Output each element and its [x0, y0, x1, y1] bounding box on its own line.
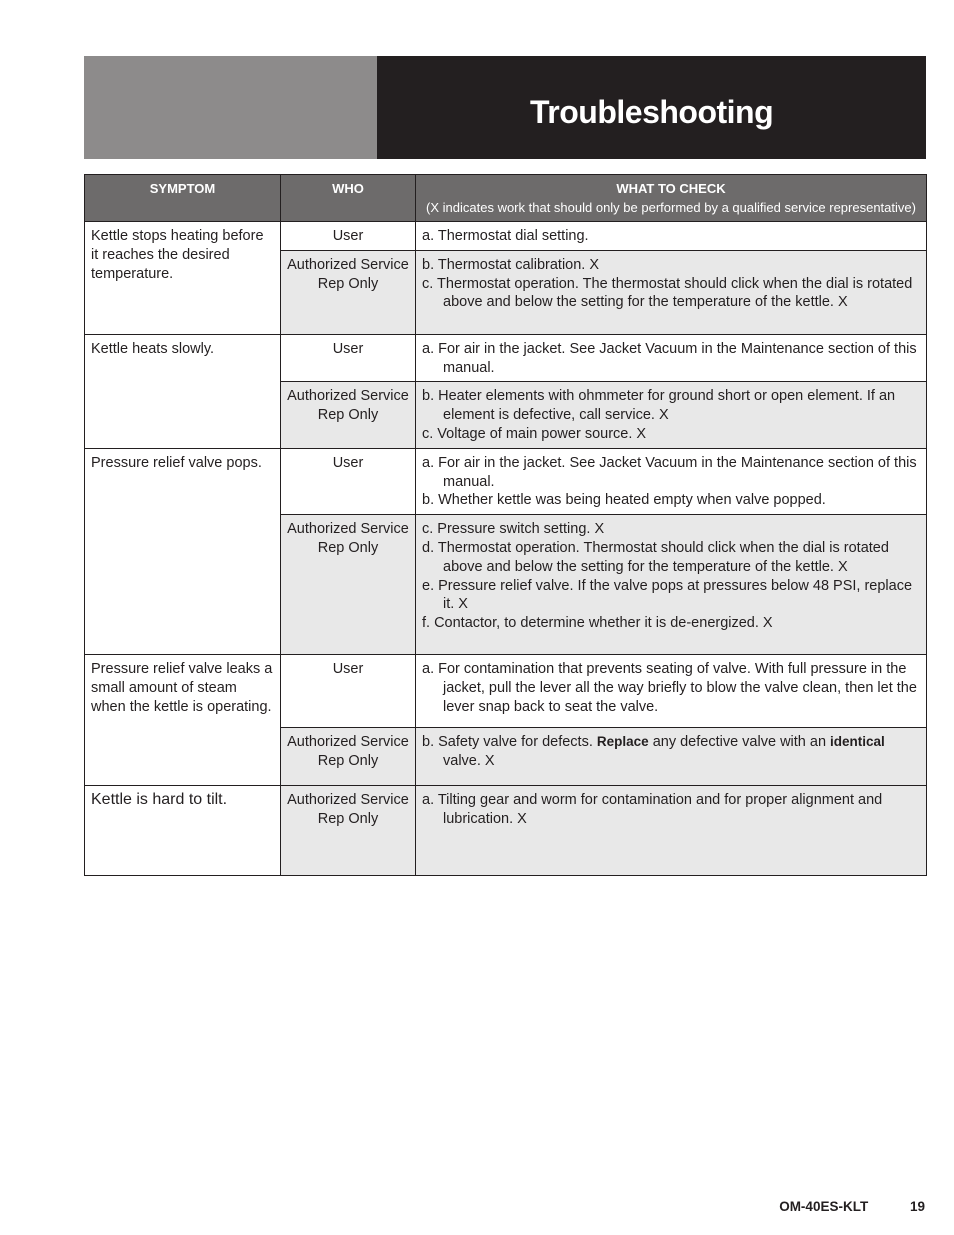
- who-cell: Authorized Service Rep Only: [281, 728, 416, 786]
- check-cell: [416, 655, 927, 728]
- symptom-cell: Kettle stops heating before it reaches the desired temperature.: [85, 222, 281, 335]
- check-cell: [416, 786, 927, 876]
- page-footer: [779, 1199, 925, 1214]
- banner-dark-block: [377, 56, 926, 159]
- check-cell: [416, 250, 927, 334]
- column-header-who: WHO: [281, 175, 416, 222]
- page-banner: [84, 56, 926, 159]
- symptom-cell: Pressure relief valve pops.: [85, 448, 281, 654]
- symptom-cell: Pressure relief valve leaks a small amount of steam when the kettle is operating.: [85, 655, 281, 786]
- check-emphasis: Replace: [596, 734, 649, 750]
- who-cell: User: [281, 222, 416, 251]
- check-item: c. Voltage of main power source. X: [422, 425, 647, 442]
- check-item: b. Thermostat calibration. X: [422, 256, 600, 273]
- table-row: [85, 448, 927, 514]
- check-item: a. For contamination that prevents seating of valve. With full pressure in the jacket, pull the lever all the way briefly to blow the valve clean, then let the lever snap back to seat the valve.: [422, 661, 917, 715]
- table-header-row: [85, 175, 927, 222]
- check-text: b. Safety valve for defects.: [422, 734, 597, 751]
- column-header-symptom: SYMPTOM: [85, 175, 281, 222]
- who-cell: Authorized Service Rep Only: [281, 515, 416, 655]
- check-item: c. Thermostat operation. The thermostat should click when the dial is rotated above and below the setting for the temperature of the kettle. X: [422, 275, 913, 311]
- check-item: f. Contactor, to determine whether it is de-energized. X: [422, 615, 773, 632]
- who-cell: User: [281, 655, 416, 728]
- column-header-check-note: (X indicates work that should only be performed by a qualified service representative): [426, 200, 916, 215]
- table-row: [85, 786, 927, 876]
- column-header-check-label: WHAT TO CHECK: [616, 181, 726, 196]
- check-item: a. Tilting gear and worm for contamination and for proper alignment and lubrication. X: [422, 792, 883, 827]
- symptom-cell: Kettle heats slowly.: [85, 334, 281, 448]
- check-item: b. Whether kettle was being heated empty when valve popped.: [422, 492, 826, 509]
- table-row: [85, 334, 927, 382]
- check-item: a. For air in the jacket. See Jacket Vacuum in the Maintenance section of this manual.: [422, 340, 917, 376]
- who-cell: User: [281, 448, 416, 514]
- document-code: OM-40ES-KLT: [779, 1199, 869, 1214]
- troubleshooting-table: [84, 174, 927, 876]
- who-cell: Authorized Service Rep Only: [281, 786, 416, 876]
- who-cell: User: [281, 334, 416, 382]
- check-item: a. For air in the jacket. See Jacket Vacuum in the Maintenance section of this manual.: [422, 454, 917, 490]
- check-item: c. Pressure switch setting. X: [422, 521, 605, 538]
- table-row: [85, 222, 927, 251]
- table-row: [85, 655, 927, 728]
- check-cell: [416, 448, 927, 514]
- page-title: Troubleshooting: [530, 94, 774, 130]
- who-cell: Authorized Service Rep Only: [281, 382, 416, 448]
- check-cell: [416, 222, 927, 251]
- check-cell: [416, 515, 927, 655]
- check-item: a. Thermostat dial setting.: [422, 228, 589, 244]
- check-item: d. Thermostat operation. Thermostat should click when the dial is rotated above and below the setting for the temperature of the kettle. X: [422, 539, 889, 575]
- check-emphasis: identical: [830, 734, 885, 750]
- check-item: e. Pressure relief valve. If the valve pops at pressures below 48 PSI, replace it. X: [422, 577, 913, 613]
- who-cell: Authorized Service Rep Only: [281, 250, 416, 334]
- check-text: valve. X: [443, 752, 495, 769]
- column-header-what-to-check: [416, 175, 927, 222]
- page-number: 19: [909, 1199, 925, 1214]
- check-cell: [416, 728, 927, 786]
- check-text: any defective valve with an: [648, 734, 831, 751]
- check-cell: [416, 334, 927, 382]
- check-item: b. Heater elements with ohmmeter for ground short or open element. If an element is defective, call service. X: [422, 388, 896, 424]
- check-cell: [416, 382, 927, 448]
- symptom-cell: Kettle is hard to tilt.: [85, 786, 281, 876]
- banner-gray-block: [84, 56, 377, 159]
- check-item: [422, 733, 920, 771]
